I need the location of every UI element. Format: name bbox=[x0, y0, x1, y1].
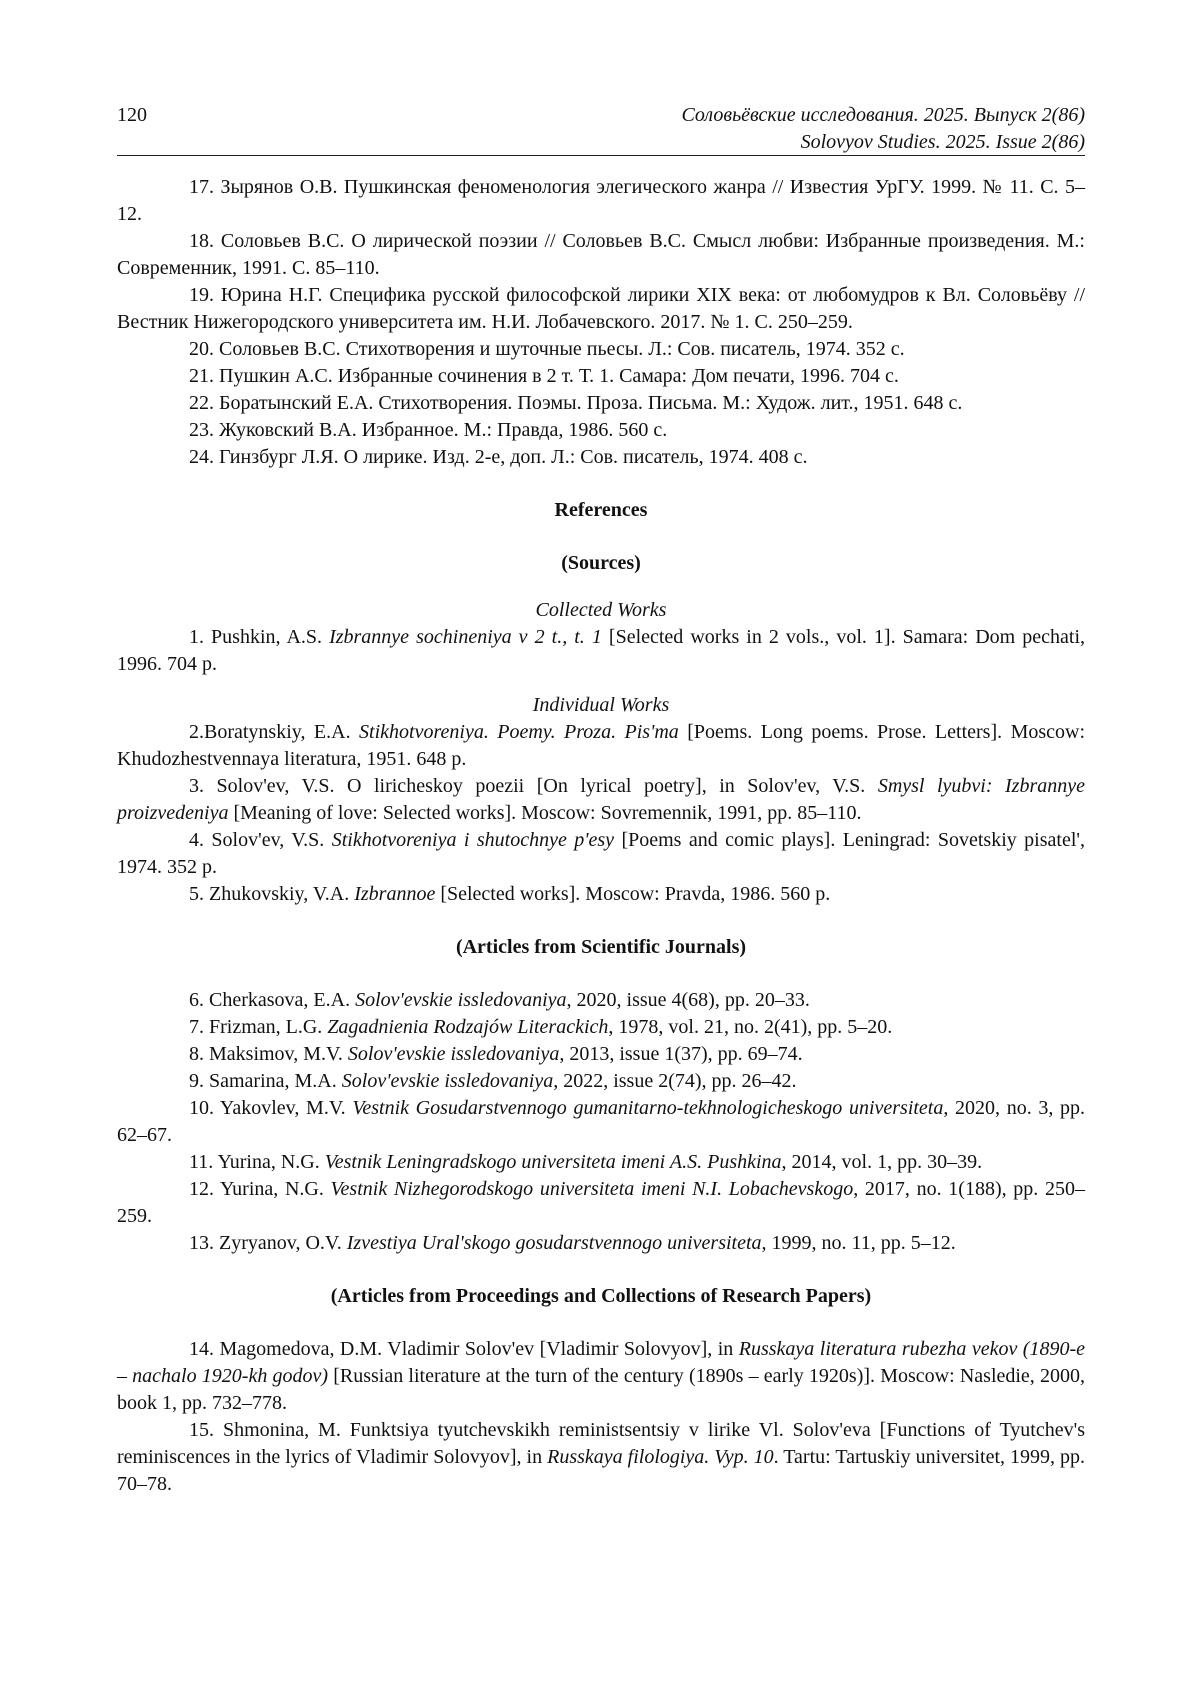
reference-entry: 2.Boratynskiy, E.A. Stikhotvoreniya. Poemy. Proza. Pis'ma [Poems. Long poems. Prose. Letters]. Moscow: Khudozhestvennaya literatura, 1951. 648 p. bbox=[117, 721, 1086, 770]
sources-heading: (Sources) bbox=[561, 552, 641, 574]
reference-entry: 11. Yurina, N.G. Vestnik Leningradskogo universiteta imeni A.S. Pushkina, 2014, vol. 1, pp. 30–39. bbox=[189, 1151, 983, 1173]
reference-entry: 22. Боратынский Е.А. Стихотворения. Поэмы. Проза. Письма. М.: Худож. лит., 1951. 648 с. bbox=[189, 392, 963, 414]
individual-works-heading: Individual Works bbox=[532, 694, 670, 716]
reference-entry: 17. Зырянов О.В. Пушкинская феноменология элегического жанра // Известия УрГУ. 1999. № 11. С. 5–12. bbox=[117, 176, 1085, 225]
journal-title-en: Solovyov Studies. 2025. Issue 2(86) bbox=[800, 131, 1085, 153]
reference-entry: 5. Zhukovskiy, V.A. Izbrannoe [Selected works]. Moscow: Pravda, 1986. 560 p. bbox=[189, 883, 831, 905]
reference-entry: 9. Samarina, M.A. Solov'evskie issledovaniya, 2022, issue 2(74), pp. 26–42. bbox=[189, 1070, 797, 1092]
journal-articles-heading: (Articles from Scientific Journals) bbox=[455, 936, 747, 958]
reference-entry: 20. Соловьев В.С. Стихотворения и шуточные пьесы. Л.: Сов. писатель, 1974. 352 с. bbox=[189, 338, 905, 360]
reference-entry: 1. Pushkin, A.S. Izbrannye sochineniya v 2 t., t. 1 [Selected works in 2 vols., vol. 1]. Samara: Dom pechati, 1996. 704 p. bbox=[117, 626, 1085, 675]
reference-entry: 14. Magomedova, D.M. Vladimir Solov'ev [Vladimir Solovyov], in Russkaya literatura rubezha vekov (1890-e – nachalo 1920-kh godov) [Russian literature at the turn of the century (1890s – early 1920s)]. Moscow: Nasledie, 2000, book 1, pp. 732–778. bbox=[117, 1338, 1085, 1414]
reference-entry: 6. Cherkasova, E.A. Solov'evskie issledovaniya, 2020, issue 4(68), pp. 20–33. bbox=[189, 989, 810, 1011]
reference-entry: 21. Пушкин А.С. Избранные сочинения в 2 т. Т. 1. Самара: Дом печати, 1996. 704 с. bbox=[189, 365, 899, 387]
proceedings-articles-heading: (Articles from Proceedings and Collections of Research Papers) bbox=[330, 1285, 872, 1307]
reference-entry: 18. Соловьев В.С. О лирической поэзии // Соловьев В.С. Смысл любви: Избранные произведения. М.: Современник, 1991. С. 85–110. bbox=[117, 230, 1085, 279]
reference-entry: 8. Maksimov, M.V. Solov'evskie issledovaniya, 2013, issue 1(37), pp. 69–74. bbox=[189, 1043, 803, 1065]
reference-entry: 7. Frizman, L.G. Zagadnienia Rodzajów Literackich, 1978, vol. 21, no. 2(41), pp. 5–20. bbox=[189, 1016, 893, 1038]
page-header bbox=[117, 100, 1085, 152]
journal-title-ru: Соловьёвские исследования. 2025. Выпуск 2(86) bbox=[681, 104, 1085, 126]
reference-entry: 13. Zyryanov, O.V. Izvestiya Ural'skogo gosudarstvennogo universiteta, 1999, no. 11, pp. 5–12. bbox=[189, 1232, 956, 1254]
page-number: 120 bbox=[117, 104, 147, 126]
reference-entry: 10. Yakovlev, M.V. Vestnik Gosudarstvennogo gumanitarno-tekhnologicheskogo universiteta, 2020, no. 3, pp. 62–67. bbox=[117, 1097, 1086, 1146]
reference-entry: 24. Гинзбург Л.Я. О лирике. Изд. 2-е, доп. Л.: Сов. писатель, 1974. 408 с. bbox=[189, 446, 808, 468]
running-head bbox=[681, 102, 1085, 156]
reference-entry: 4. Solov'ev, V.S. Stikhotvoreniya i shutochnye p'esy [Poems and comic plays]. Leningrad: Sovetskiy pisatel', 1974. 352 p. bbox=[117, 829, 1085, 878]
reference-entry: 12. Yurina, N.G. Vestnik Nizhegorodskogo universiteta imeni N.I. Lobachevskogo, 2017, no. 1(188), pp. 250–259. bbox=[117, 1178, 1085, 1227]
collected-works-heading: Collected Works bbox=[535, 599, 667, 621]
russian-reference-list bbox=[117, 174, 1085, 471]
reference-entry: 15. Shmonina, M. Funktsiya tyutchevskikh reministsentsiy v lirike Vl. Solov'eva [Functions of Tyutchev's reminiscences in the lyrics of Vladimir Solovyov], in Russkaya filologiya. Vyp. 10. Tartu: Tartuskiy universitet, 1999, pp. 70–78. bbox=[117, 1419, 1086, 1495]
reference-entry: 23. Жуковский В.А. Избранное. М.: Правда, 1986. 560 с. bbox=[189, 419, 668, 441]
references-heading: References bbox=[554, 499, 648, 521]
reference-entry: 3. Solov'ev, V.S. O liricheskoy poezii [On lyrical poetry], in Solov'ev, V.S. Smysl lyubvi: Izbrannye proizvedeniya [Meaning of love: Selected works]. Moscow: Sovremennik, 1991, pp. 85–110. bbox=[117, 775, 1086, 824]
reference-entry: 19. Юрина Н.Г. Специфика русской философской лирики XIX века: от любомудров к Вл. Соловьёву // Вестник Нижегородского университета им. Н.И. Лобачевского. 2017. № 1. С. 250–259. bbox=[117, 284, 1085, 333]
